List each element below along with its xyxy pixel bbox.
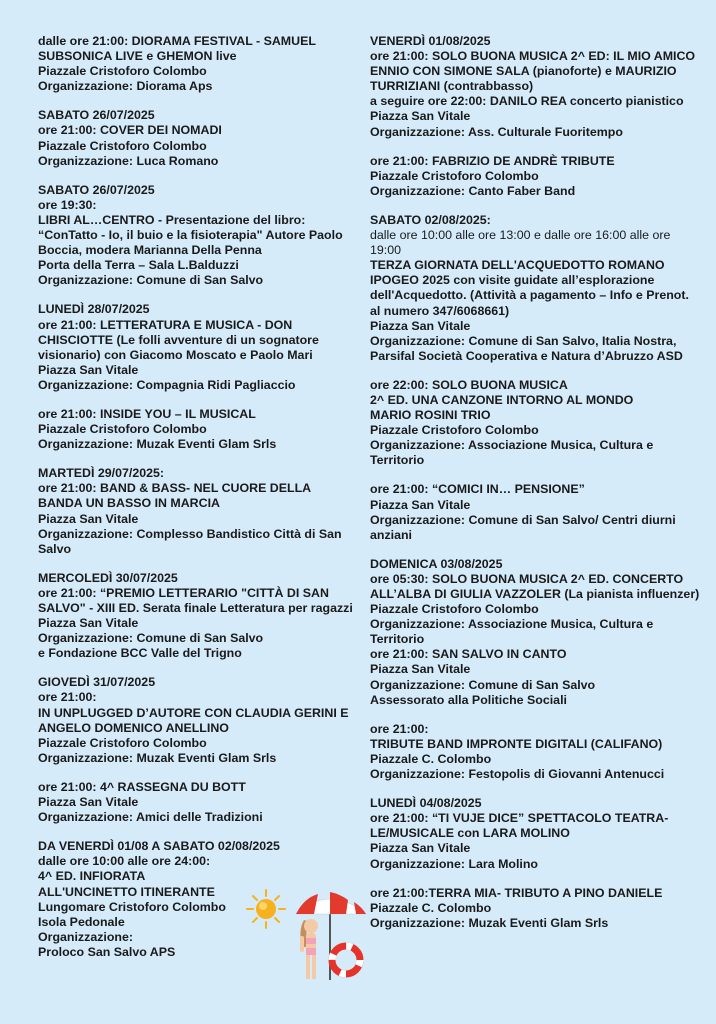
- event-block: [38, 466, 358, 557]
- event-line: SABATO 26/07/2025: [38, 108, 155, 123]
- event-line: Organizzazione: Muzak Eventi Glam Srls: [38, 437, 277, 452]
- event-line: ore 21:00: SAN SALVO IN CANTO: [370, 647, 567, 662]
- event-line: ore 21:00: “COMICI IN… PENSIONE”: [370, 482, 585, 497]
- event-line: Piazzale Cristoforo Colombo: [38, 422, 207, 437]
- event-line: Organizzazione: Comune di San Salvo, Italia Nostra, Parsifal Società Cooperativa e Natura d’Abruzzo ASD: [370, 333, 683, 363]
- event-line: LIBRI AL…CENTRO - Presentazione del libro: “ConTatto - Io, il buio e la fisioterapia" Autore Paolo Boccia, modera Marianna Della Penna: [38, 212, 343, 258]
- event-line: Organizzazione: Comune di San Salvo: [38, 273, 264, 288]
- event-line: Piazza San Vitale: [370, 841, 471, 856]
- event-line: Organizzazione:: [38, 929, 134, 944]
- event-line: Piazza San Vitale: [370, 662, 471, 677]
- event-block: [370, 886, 700, 931]
- event-line: LUNEDÌ 04/08/2025: [370, 796, 482, 811]
- event-line: DA VENERDÌ 01/08 A SABATO 02/08/2025: [38, 839, 280, 854]
- event-line: Organizzazione: Festopolis di Giovanni Antenucci: [370, 767, 665, 782]
- event-block: [370, 482, 700, 542]
- event-line: Piazzale Cristoforo Colombo: [38, 138, 207, 153]
- event-line: TERZA GIORNATA DELL'ACQUEDOTTO ROMANO IPOGEO 2025 con visite guidate all’esplorazione dell'Acquedotto. (Attività a pagamento – Info e Prenot. al numero 347/6068661): [370, 258, 689, 318]
- event-line: Lungomare Cristoforo Colombo: [38, 899, 226, 914]
- event-line: Organizzazione: Comune di San Salvo/ Centri diurni anziani: [370, 512, 676, 542]
- event-line: Organizzazione: Associazione Musica, Cultura e Territorio: [370, 617, 654, 647]
- event-line: dalle ore 21:00: DIORAMA FESTIVAL - SAMUEL SUBSONICA LIVE e GHEMON live: [38, 34, 316, 64]
- event-line: ore 21:00:: [38, 690, 97, 705]
- event-line: Organizzazione: Compagnia Ridi Pagliaccio: [38, 377, 296, 392]
- event-line: Piazzale Cristoforo Colombo: [38, 735, 207, 750]
- event-block: [38, 407, 358, 452]
- event-line: MARIO ROSINI TRIO: [370, 408, 491, 423]
- event-line: Organizzazione: Diorama Aps: [38, 79, 213, 94]
- event-line: ore 21:00: SOLO BUONA MUSICA 2^ ED: IL MIO AMICO ENNIO CON SIMONE SALA (pianoforte) e MAURIZIO TURRIZIANI (contrabbasso): [370, 49, 696, 94]
- event-line: SABATO 26/07/2025: [38, 182, 155, 197]
- event-line: Assessorato alla Politiche Sociali: [370, 692, 567, 707]
- event-line: ore 19:30:: [38, 197, 97, 212]
- event-line: Organizzazione: Luca Romano: [38, 153, 219, 168]
- event-line: Organizzazione: Amici delle Tradizioni: [38, 810, 263, 825]
- event-line: LUNEDÌ 28/07/2025: [38, 302, 150, 317]
- event-line: ore 21:00: COVER DEI NOMADI: [38, 123, 222, 138]
- event-line: e Fondazione BCC Valle del Trigno: [38, 646, 242, 661]
- event-line: Proloco San Salvo APS: [38, 944, 176, 959]
- event-block: [370, 34, 700, 140]
- event-line: dalle ore 10:00 alle ore 13:00 e dalle ore 16:00 alle ore 19:00: [370, 228, 671, 258]
- event-block: [370, 722, 700, 782]
- event-line: dalle ore 10:00 alle ore 24:00:: [38, 854, 211, 869]
- event-line: ore 21:00: LETTERATURA E MUSICA - DON CHISCIOTTE (Le folli avventure di un sognatore visionario) con Giacomo Moscato e Paolo Mari: [38, 317, 319, 362]
- event-block: [370, 378, 700, 469]
- event-line: VENERDÌ 01/08/2025: [370, 34, 491, 48]
- event-line: ore 21:00: 4^ RASSEGNA DU BOTT: [38, 779, 246, 794]
- event-line: Piazza San Vitale: [370, 109, 471, 124]
- event-block: [38, 780, 358, 825]
- event-line: ore 22:00: SOLO BUONA MUSICA: [370, 377, 568, 392]
- event-line: Organizzazione: Associazione Musica, Cultura e Territorio: [370, 438, 654, 468]
- event-line: Piazza San Vitale: [370, 497, 471, 512]
- event-line: ALL'UNCINETTO ITINERANTE: [38, 884, 215, 899]
- event-block: [38, 108, 358, 168]
- event-line: TRIBUTE BAND IMPRONTE DIGITALI (CALIFANO): [370, 736, 663, 751]
- event-block: [370, 154, 700, 199]
- beach-illustration: [244, 888, 372, 988]
- event-line: Organizzazione: Comune di San Salvo: [370, 677, 596, 692]
- event-line: DOMENICA 03/08/2025: [370, 556, 503, 571]
- event-line: Piazzale Cristoforo Colombo: [370, 423, 539, 438]
- event-line: IN UNPLUGGED D’AUTORE CON CLAUDIA GERINI E ANGELO DOMENICO ANELLINO: [38, 705, 349, 735]
- event-line: a seguire ore 22:00: DANILO REA concerto pianistico: [370, 94, 684, 109]
- event-line: Piazza San Vitale: [38, 511, 139, 526]
- left-column: [38, 34, 358, 974]
- event-block: [38, 183, 358, 289]
- event-block: [370, 557, 700, 708]
- event-line: Porta della Terra – Sala L.Balduzzi: [38, 258, 239, 273]
- girl-figure-icon: [300, 919, 318, 979]
- event-line: 4^ ED. INFIORATA: [38, 869, 146, 884]
- event-line: Piazza San Vitale: [38, 362, 139, 377]
- event-line: Piazza San Vitale: [370, 318, 471, 333]
- event-line: MERCOLEDÌ 30/07/2025: [38, 570, 178, 585]
- right-column: [370, 34, 700, 945]
- event-line: ore 21:00: “TI VUJE DICE” SPETTACOLO TEATRA-LE/MUSICALE con LARA MOLINO: [370, 811, 669, 841]
- sun-icon: [247, 890, 285, 928]
- event-line: Piazzale Cristoforo Colombo: [38, 64, 207, 79]
- event-line: ore 21:00: “PREMIO LETTERARIO "CITTÀ DI SAN SALVO" - XIII ED. Serata finale Letteratura per ragazzi: [38, 585, 353, 615]
- event-block: [38, 675, 358, 766]
- event-line: 2^ ED. UNA CANZONE INTORNO AL MONDO: [370, 392, 634, 407]
- event-line: Piazzale Cristoforo Colombo: [370, 168, 539, 183]
- event-line: Piazzale C. Colombo: [370, 751, 492, 766]
- event-block: [38, 571, 358, 662]
- event-block: [38, 302, 358, 393]
- event-line: Piazzale C. Colombo: [370, 900, 492, 915]
- event-line: Isola Pedonale: [38, 914, 125, 929]
- event-line: Organizzazione: Complesso Bandistico Città di San Salvo: [38, 526, 342, 556]
- event-line: ore 21:00:TERRA MIA- TRIBUTO A PINO DANIELE: [370, 885, 663, 900]
- event-line: ore 21:00: INSIDE YOU – IL MUSICAL: [38, 406, 256, 421]
- event-block: [370, 213, 700, 364]
- event-line: ore 05:30: SOLO BUONA MUSICA 2^ ED. CONCERTO ALL’ALBA DI GIULIA VAZZOLER (La pianista influenzer): [370, 571, 700, 601]
- event-block: [38, 34, 358, 94]
- event-line: Organizzazione: Comune di San Salvo: [38, 631, 264, 646]
- event-line: Organizzazione: Ass. Culturale Fuoritempo: [370, 124, 623, 139]
- event-line: Organizzazione: Canto Faber Band: [370, 183, 576, 198]
- event-line: Piazzale Cristoforo Colombo: [370, 602, 539, 617]
- event-line: Organizzazione: Lara Molino: [370, 856, 538, 871]
- life-buoy-icon: [332, 946, 360, 974]
- event-block: [370, 796, 700, 871]
- event-line: SABATO 02/08/2025:: [370, 212, 491, 227]
- event-line: ore 21:00:: [370, 721, 429, 736]
- event-line: ore 21:00: FABRIZIO DE ANDRÈ TRIBUTE: [370, 153, 615, 168]
- event-line: MARTEDÌ 29/07/2025:: [38, 466, 165, 481]
- event-line: ore 21:00: BAND & BASS- NEL CUORE DELLA BANDA UN BASSO IN MARCIA: [38, 481, 311, 511]
- event-line: GIOVEDÌ 31/07/2025: [38, 675, 156, 690]
- event-line: Organizzazione: Muzak Eventi Glam Srls: [38, 750, 277, 765]
- event-line: Organizzazione: Muzak Eventi Glam Srls: [370, 915, 609, 930]
- event-line: Piazza San Vitale: [38, 616, 139, 631]
- event-line: Piazza San Vitale: [38, 795, 139, 810]
